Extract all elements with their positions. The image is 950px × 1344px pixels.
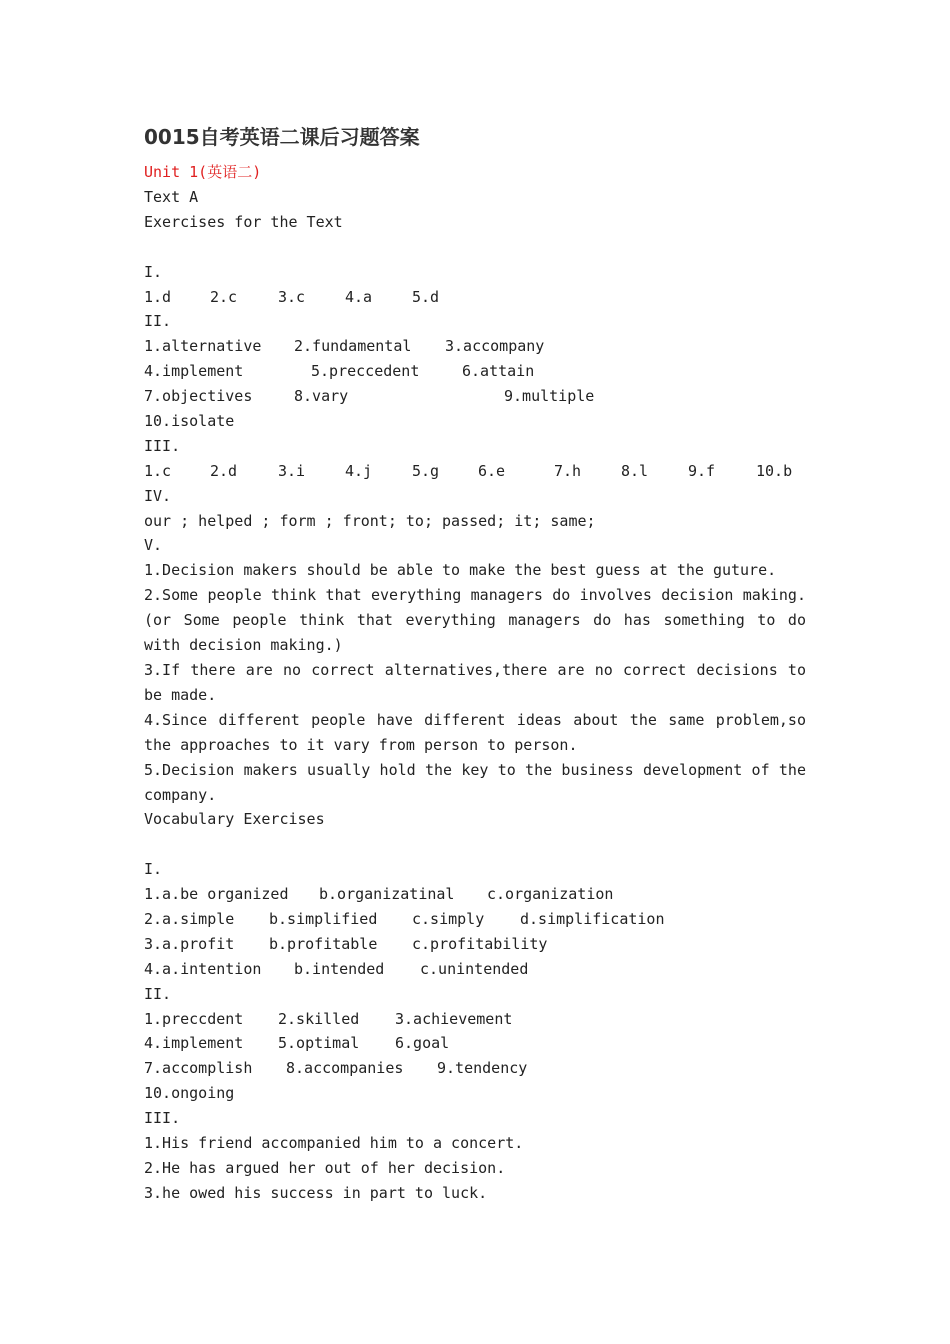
page-title: 0015自考英语二课后习题答案 [144, 125, 420, 149]
answer-item: 4.a.intention [144, 959, 262, 978]
answer-item: 10.isolate [144, 412, 235, 431]
answer-item: c.profitability [412, 934, 548, 953]
translation-answer: 1.Decision makers should be able to make the best guess at the guture. [144, 561, 777, 580]
answer-item: d.simplification [520, 909, 665, 928]
answer-row [144, 359, 806, 384]
answer-item: b.profitable [269, 934, 378, 953]
answer-item: 8.l [621, 461, 649, 480]
answer-item: 6.attain [462, 362, 535, 381]
answer-item: 3.c [278, 287, 306, 306]
answer-item: 9.multiple [504, 387, 595, 406]
answer-item: 7.objectives [144, 387, 253, 406]
vocabulary-heading: Vocabulary Exercises [144, 810, 325, 829]
answer-item: 8.accompanies [286, 1059, 404, 1078]
answer-item: 9.f [688, 461, 716, 480]
answer-row [144, 957, 806, 982]
answer-item: b.simplified [269, 909, 378, 928]
document-body [144, 185, 806, 1206]
section-label: V. [144, 536, 163, 555]
answer-item: 8.vary [294, 387, 349, 406]
answer-item: 5.optimal [278, 1034, 360, 1053]
answer-row [144, 459, 806, 484]
answer-item: 5.d [412, 287, 440, 306]
answer-item: c.simply [412, 909, 485, 928]
answer-row [144, 932, 806, 957]
answer-item: 1.a.be organized [144, 885, 289, 904]
answer-item: 6.e [478, 461, 506, 480]
answer-item: 4.j [345, 461, 373, 480]
answer-item: 2.skilled [278, 1009, 360, 1028]
answer-item: 1.c [144, 461, 172, 480]
translation-answer: 5.Decision makers usually hold the key to the business development of the company. [144, 760, 806, 804]
answer-item: c.unintended [420, 959, 529, 978]
answer-row [144, 1007, 806, 1032]
section-label: I. [144, 860, 163, 879]
answer-item: 3.a.profit [144, 934, 235, 953]
section-label: II. [144, 984, 172, 1003]
sentence-answer: 2.He has argued her out of her decision. [144, 1158, 506, 1177]
answer-row [144, 882, 806, 907]
section-label: II. [144, 312, 172, 331]
exercises-heading: Exercises for the Text [144, 212, 343, 231]
answer-item: 3.achievement [395, 1009, 513, 1028]
text-a-heading: Text A [144, 188, 199, 206]
answer-item: 7.h [554, 461, 582, 480]
answer-item: 6.goal [395, 1034, 450, 1053]
answer-item: 3.accompany [445, 337, 545, 356]
answer-item: 4.implement [144, 1034, 244, 1053]
answer-item: 2.c [210, 287, 238, 306]
answer-item: 9.tendency [437, 1059, 528, 1078]
answer-item: 1.preccdent [144, 1009, 244, 1028]
answer-row [144, 907, 806, 932]
answer-text: our ; helped ; form ; front; to; passed; it; same; [144, 511, 596, 530]
answer-item: 10.ongoing [144, 1084, 235, 1103]
sentence-answer: 3.he owed his success in part to luck. [144, 1183, 488, 1202]
answer-row [144, 1056, 806, 1081]
section-label: III. [144, 1109, 181, 1128]
answer-item: 10.b [756, 461, 793, 480]
translation-answer: 4.Since different people have different ideas about the same problem,so the approaches to it vary from person to person. [144, 710, 806, 754]
section-label: I. [144, 262, 163, 281]
answer-item: 4.a [345, 287, 373, 306]
answer-item: 7.accomplish [144, 1059, 253, 1078]
answer-item: 5.g [412, 461, 440, 480]
answer-item: 2.d [210, 461, 238, 480]
sentence-answer: 1.His friend accompanied him to a concert. [144, 1134, 524, 1152]
answer-item: 4.implement [144, 362, 244, 381]
section-label: III. [144, 436, 181, 455]
answer-row [144, 1031, 806, 1056]
answer-row [144, 285, 806, 310]
answer-item: 5.preccedent [311, 362, 420, 381]
answer-item: 1.alternative [144, 337, 262, 356]
answer-item: 2.fundamental [294, 337, 412, 356]
translation-answer: 2.Some people think that everything managers do involves decision making.(or Some people think that everything managers do has something to do with decision making.) [144, 586, 806, 655]
section-label: IV. [144, 486, 172, 505]
answer-row [144, 384, 806, 409]
answer-item: 1.d [144, 287, 172, 306]
spacer [144, 235, 806, 260]
answer-item: b.organizatinal [319, 885, 455, 904]
answer-item: 2.a.simple [144, 909, 235, 928]
spacer [144, 832, 806, 857]
unit-heading: Unit 1(英语二) [144, 163, 262, 181]
answer-item: b.intended [294, 959, 385, 978]
answer-item: 3.i [278, 461, 306, 480]
answer-item: c.organization [487, 885, 614, 904]
translation-answer: 3.If there are no correct alternatives,there are no correct decisions to be made. [144, 660, 806, 704]
answer-row [144, 334, 806, 359]
